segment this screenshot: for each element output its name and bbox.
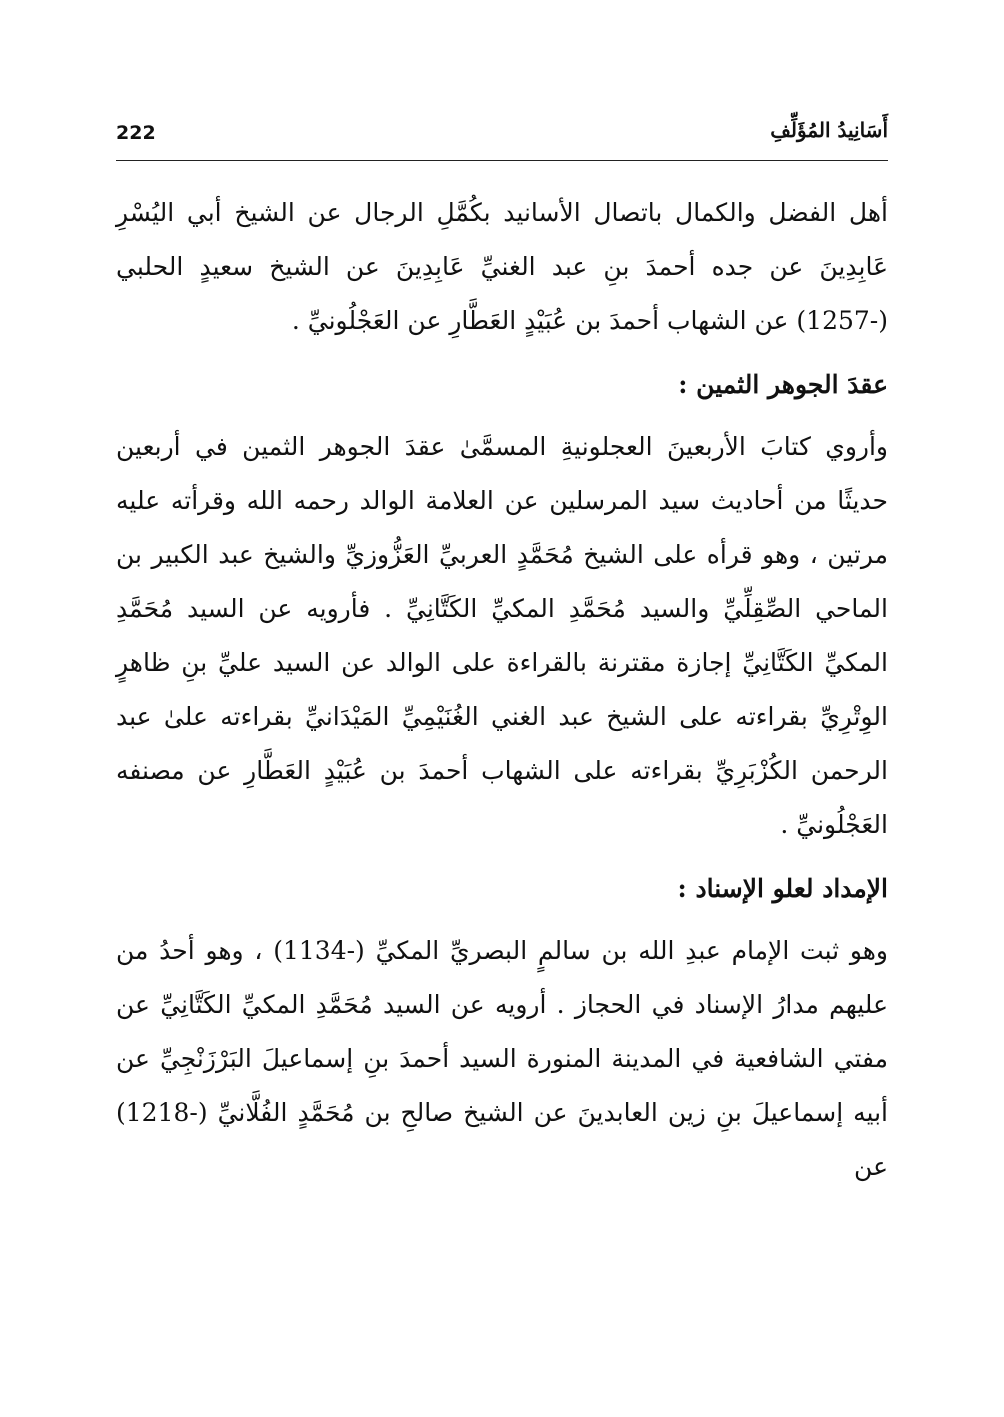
- running-title: أَسَانِيدُ المُؤَلِّفِ: [770, 118, 888, 142]
- page-body: [116, 186, 888, 1194]
- page-header: [116, 118, 888, 161]
- paragraph-1: أهل الفضل والكمال باتصال الأسانيد بكُمَّلِ الرجال عن الشيخ أبي اليُسْرِ عَابِدِينَ عن جده أحمدَ بنِ عبد الغنيِّ عَابِدِينَ عن الشيخ سعيدٍ الحلبي (-1257) عن الشهاب أحمدَ بن عُبَيْدٍ العَطَّارِ عن العَجْلُونيِّ .: [116, 198, 888, 335]
- page-number: 222: [116, 122, 156, 144]
- section-heading-2: الإمداد لعلو الإسناد :: [677, 874, 888, 903]
- paragraph-2: وأروي كتابَ الأربعينَ العجلونيةِ المسمَّىٰ عقدَ الجوهر الثمين في أربعين حديثًا من أحاديث سيد المرسلين عن العلامة الوالد رحمه الله وقرأته عليه مرتين ، وهو قرأه على الشيخ مُحَمَّدٍ العربيِّ العَزُّوزيِّ والشيخ عبد الكبير بن الماحي الصِّقِلِّيِّ والسيد مُحَمَّدِ المكيِّ الكَتَّانِيِّ . فأرويه عن السيد مُحَمَّدِ المكيِّ الكَتَّانِيِّ إجازة مقترنة بالقراءة على الوالد عن السيد عليِّ بنِ ظاهرٍ الوِتْرِيِّ بقراءته على الشيخ عبد الغني الغُنَيْمِيِّ المَيْدَانيِّ بقراءته علىٰ عبد الرحمن الكُزْبَرِيِّ بقراءته على الشهاب أحمدَ بن عُبَيْدٍ العَطَّارِ عن مصنفه العَجْلُونيِّ .: [116, 432, 888, 839]
- paragraph-3: وهو ثبت الإمام عبدِ الله بن سالمٍ البصريِّ المكيِّ (-1134) ، وهو أحدُ من عليهم مدارُ الإسناد في الحجاز . أرويه عن السيد مُحَمَّدِ المكيِّ الكَتَّانِيِّ عن مفتي الشافعية في المدينة المنورة السيد أحمدَ بنِ إسماعيلَ البَرْزَنْجِيِّ عن أبيه إسماعيلَ بنِ زين العابدينَ عن الشيخ صالحِ بن مُحَمَّدٍ الفُلَّانيِّ (-1218) عن: [116, 936, 888, 1181]
- section-heading-1: عقدَ الجوهر الثمين :: [678, 370, 888, 399]
